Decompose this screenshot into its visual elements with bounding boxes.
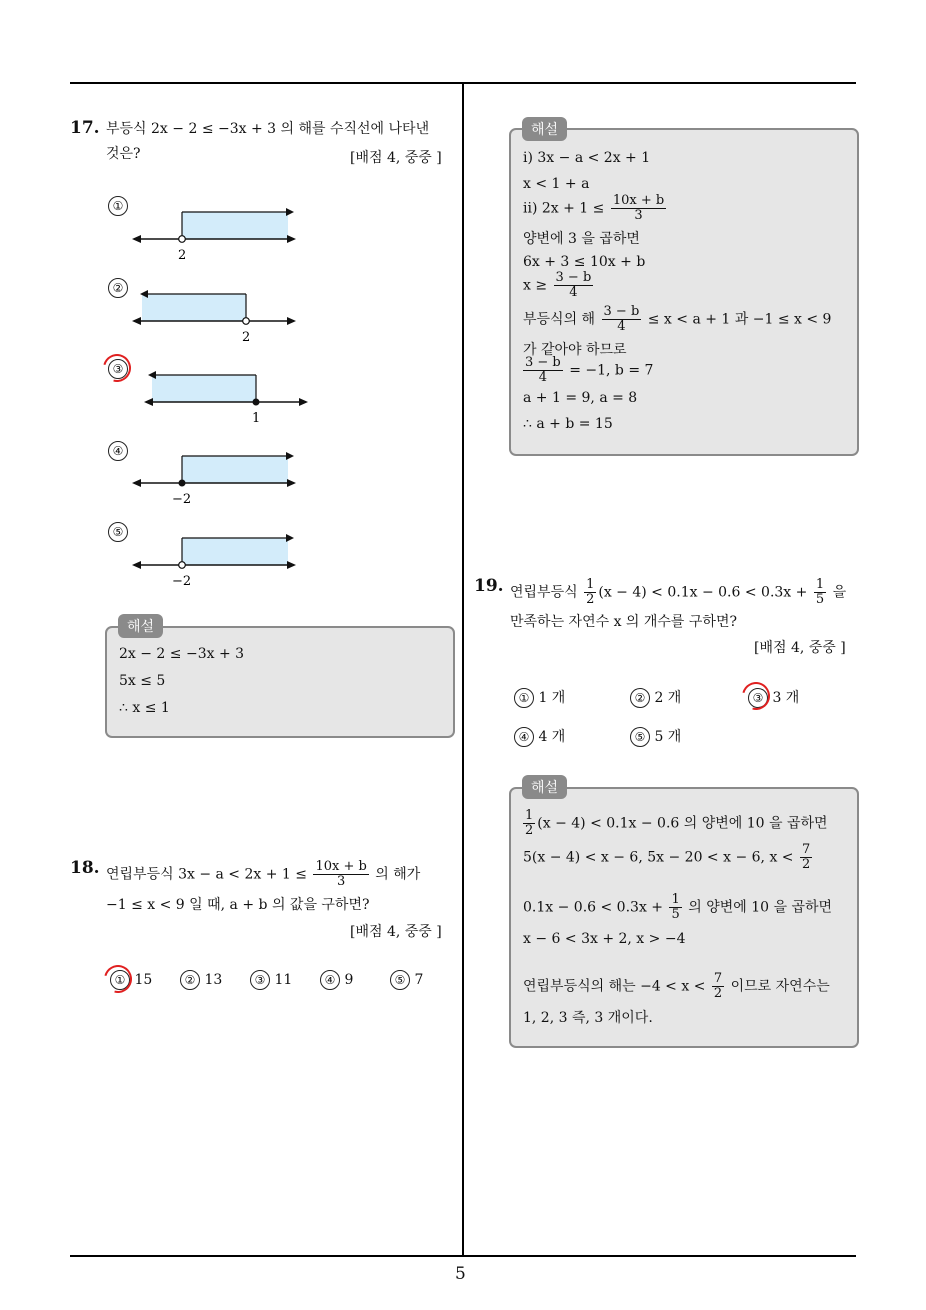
q19-sol-l5: 연립부등식의 해는 −4 < x < $\frac{7}{2}$ 이므로 자연수는	[523, 971, 830, 1001]
q18-sol-l4: 양변에 3 을 곱하면	[523, 231, 640, 247]
q18-sol-l5: 6x + 3 ≤ 10x + b	[523, 254, 646, 270]
q17-text-line1: 부등식 2x − 2 ≤ −3x + 3 의 해를 수직선에 나타낸	[106, 121, 430, 137]
q18-text-line1-a: 연립부등식 3x − a < 2x + 1 ≤	[106, 866, 308, 883]
q19-meta: [배점 4, 중중 ]	[754, 640, 846, 656]
q18-number: 18.	[70, 858, 100, 878]
q17-point-3: 1	[252, 411, 261, 426]
q18-solution-tag: 해설	[522, 117, 567, 141]
q17-point-2: 2	[242, 330, 251, 345]
q17-point-5: −2	[172, 574, 192, 589]
q18-sol-l3: ii) 2x + 1 ≤ $\frac{10x + b}{3}$	[523, 193, 665, 223]
q18-text-line2: −1 ≤ x < 9 일 때, a + b 의 값을 구하면?	[106, 897, 370, 913]
q18-choice-1[interactable]: ① 15	[110, 970, 152, 990]
q17-sol-line3: ∴ x ≤ 1	[119, 700, 170, 716]
q17-numberline-2	[128, 287, 308, 347]
bottom-rule	[70, 1255, 856, 1257]
q17-choice-5[interactable]	[108, 521, 128, 542]
q18-text-line1	[106, 860, 420, 889]
q19-sol-l6: 1, 2, 3 즉, 3 개이다.	[523, 1010, 653, 1026]
q17-choice-2[interactable]	[108, 277, 128, 298]
q19-choice-3[interactable]: ③ 3 개	[748, 687, 799, 708]
q18-choice-4[interactable]: ④ 9	[320, 970, 353, 990]
q17-answer-mark	[98, 349, 136, 387]
q17-numberline-4	[128, 449, 308, 509]
q17-choice-4-label: ④	[108, 441, 128, 461]
q19-solution-box	[509, 787, 859, 1048]
q18-sol-l9: $\frac{3 - b}{4}$ = −1, b = 7	[525, 355, 654, 385]
q19-text-line2: 만족하는 자연수 x 의 개수를 구하면?	[510, 614, 737, 630]
q17-point-1: 2	[178, 248, 187, 263]
q17-numberline-3	[140, 368, 320, 428]
q17-numberline-1	[128, 205, 308, 265]
q18-solution-box	[509, 128, 859, 456]
q17-choice-5-label: ⑤	[108, 522, 128, 542]
q19-choice-5[interactable]: ⑤ 5 개	[630, 726, 681, 747]
q17-choice-4[interactable]	[108, 440, 128, 461]
q19-sol-l4: x − 6 < 3x + 2, x > −4	[523, 931, 686, 947]
q17-choice-3-label: ③	[108, 359, 128, 379]
q19-choice-1[interactable]: ① 1 개	[514, 687, 565, 708]
q18-sol-l2: x < 1 + a	[523, 176, 590, 192]
q19-sol-l2: 5(x − 4) < x − 6, 5x − 20 < x − 6, x < $\frac{7}{2}$	[523, 842, 811, 872]
q18-answer-mark	[99, 960, 137, 998]
q18-sol-l7: 부등식의 해 $\frac{3 - b}{4}$ ≤ x < a + 1 과 −1 ≤ x < 9	[523, 304, 832, 334]
q19-number: 19.	[474, 576, 504, 596]
q17-choice-1[interactable]	[108, 195, 128, 216]
q18-sol-l6: x ≥ $\frac{3 - b}{4}$	[523, 270, 592, 300]
q19-text-line1: 연립부등식 $\frac{1}{2}$ (x − 4) < 0.1x − 0.6 < 0.3x + $\frac{1}{5}$ 을	[510, 577, 847, 607]
q18-choice-2[interactable]: ② 13	[180, 970, 222, 990]
q19-choice-4[interactable]: ④ 4 개	[514, 726, 565, 747]
q17-choice-1-label: ①	[108, 196, 128, 216]
q18-fraction: $\frac{10x + b}{3}$	[315, 859, 367, 889]
q17-solution-box	[105, 626, 455, 738]
q19-sol-l3: 0.1x − 0.6 < 0.3x + $\frac{1}{5}$ 의 양변에 10 을 곱하면	[523, 892, 833, 922]
q19-answer-mark	[737, 677, 775, 715]
column-divider	[462, 82, 464, 1257]
q18-choice-3[interactable]: ③ 11	[250, 970, 292, 990]
q17-meta: [배점 4, 중중 ]	[350, 150, 442, 166]
q17-sol-line1: 2x − 2 ≤ −3x + 3	[119, 646, 245, 662]
q17-numberline-5	[128, 531, 308, 591]
q18-sol-l10: a + 1 = 9, a = 8	[523, 390, 638, 406]
q19-solution-tag: 해설	[522, 775, 567, 799]
q18-meta: [배점 4, 중중 ]	[350, 924, 442, 940]
q17-choice-2-label: ②	[108, 278, 128, 298]
q17-solution-tag: 해설	[118, 614, 163, 638]
q19-sol-l1: $\frac{1}{2}$ (x − 4) < 0.1x − 0.6 의 양변에 10 을 곱하면	[525, 808, 828, 838]
q18-sol-l1: i) 3x − a < 2x + 1	[523, 150, 651, 166]
q18-choice-5[interactable]: ⑤ 7	[390, 970, 423, 990]
q17-text-line2: 것은?	[106, 146, 141, 162]
q18-text-line1-b: 의 해가	[375, 866, 421, 883]
q17-sol-line2: 5x ≤ 5	[119, 673, 166, 689]
q18-sol-l11: ∴ a + b = 15	[523, 416, 613, 432]
q19-choice-2[interactable]: ② 2 개	[630, 687, 681, 708]
q17-point-4: −2	[172, 492, 192, 507]
q18-sol-l8: 가 같아야 하므로	[523, 342, 627, 358]
page-number: 5	[455, 1264, 466, 1284]
q17-number: 17.	[70, 118, 100, 138]
